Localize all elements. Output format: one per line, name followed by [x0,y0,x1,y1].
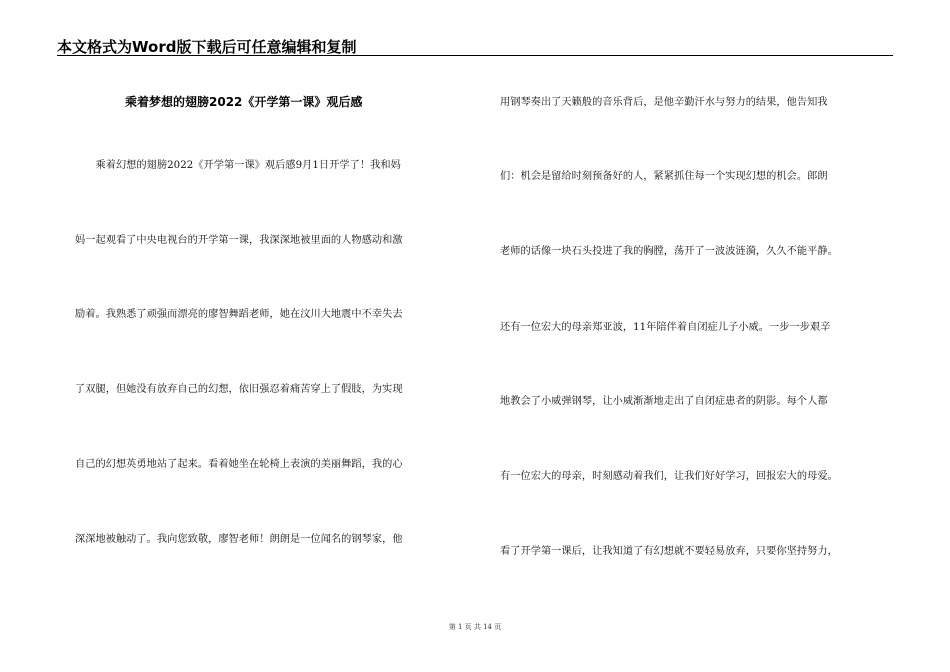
header-divider [57,55,893,56]
body-paragraph-line: 了双腿，但她没有放弃自己的幻想，依旧强忍着痛苦穿上了假肢，为实现 [75,384,403,395]
body-paragraph-line: 有一位宏大的母亲，时刻感动着我们，让我们好好学习，回报宏大的母爱。 [500,471,838,482]
body-paragraph-line: 乘着幻想的翅膀2022《开学第一课》观后感9月1日开学了！我和妈 [75,160,401,171]
document-header-banner: 本文格式为Word版下载后可任意编辑和复制 [57,38,357,56]
body-paragraph-line: 用钢琴奏出了天籁般的音乐背后，是他辛勤汗水与努力的结果，他告知我 [500,97,828,108]
body-paragraph-line: 还有一位宏大的母亲郑亚波，11年陪伴着自闭症儿子小威。一步一步艰辛 [500,322,831,333]
page-number-footer: 第 1 页 共 14 页 [448,623,502,631]
body-paragraph-line: 妈一起观看了中央电视台的开学第一课，我深深地被里面的人物感动和激 [75,235,403,246]
body-paragraph-line: 自己的幻想英勇地站了起来。看着她坐在轮椅上表演的美丽舞蹈，我的心 [75,459,403,470]
document-title: 乘着梦想的翅膀2022《开学第一课》观后感 [125,95,363,109]
body-paragraph-line: 励着。我熟悉了顽强而漂亮的廖智舞蹈老师，她在汶川大地震中不幸失去 [75,309,403,320]
body-paragraph-line: 地教会了小威弹钢琴，让小威渐渐地走出了自闭症患者的阴影。每个人都 [500,396,828,407]
body-paragraph-line: 深深地被触动了。我向您致敬，廖智老师！朗朗是一位闻名的钢琴家，他 [75,534,403,545]
body-paragraph-line: 老师的话像一块石头投进了我的胸膛，荡开了一波波涟漪，久久不能平静。 [500,246,838,257]
body-paragraph-line: 看了开学第一课后，让我知道了有幻想就不要轻易放弃，只要你坚持努力， [500,546,838,557]
body-paragraph-line: 们：机会是留给时刻预备好的人，紧紧抓住每一个实现幻想的机会。郎朗 [500,171,828,182]
